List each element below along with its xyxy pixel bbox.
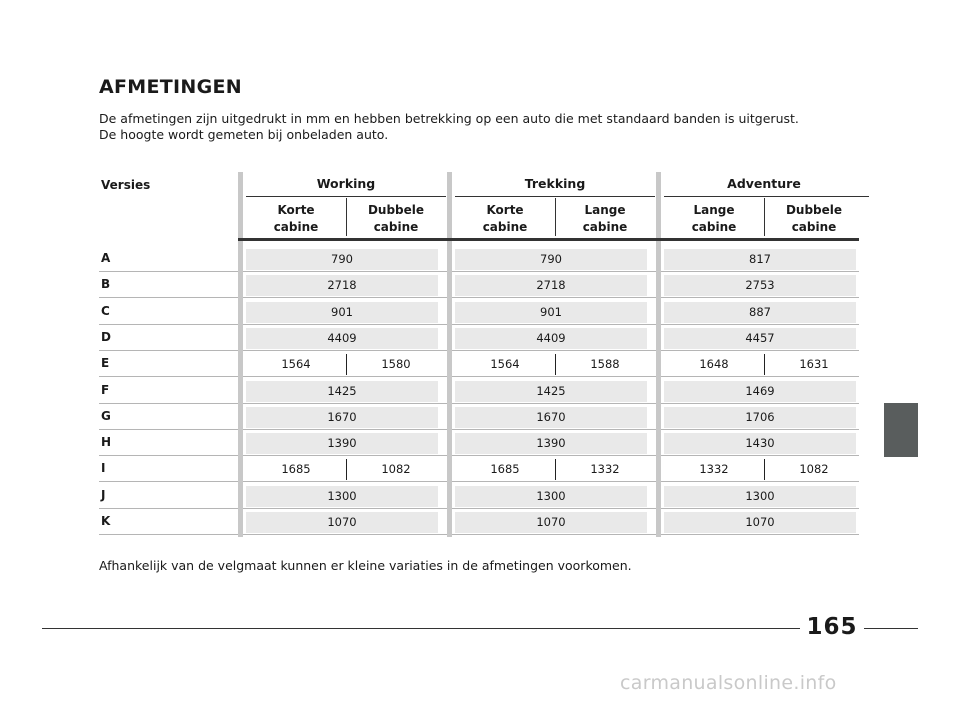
value-cell: 901 [455,302,647,323]
cell-divider [346,354,347,375]
value-cell: 2718 [246,275,438,296]
value-cell: 1685 [490,462,520,477]
value-cell: 1685 [281,462,311,477]
cab-header [455,202,555,236]
group-header-adventure: Adventure [727,176,801,191]
column-divider-bar [238,172,243,537]
value-cell: 1670 [246,407,438,428]
value-cell: 901 [246,302,438,323]
cab-header-line: cabine [373,220,419,234]
row-label-f: F [101,382,110,397]
cab-header-divider [764,198,765,236]
cab-header [664,202,764,236]
value-cell: 1070 [246,512,438,533]
value-cell: 1070 [664,512,856,533]
cell-divider [346,459,347,480]
cab-header-line: Lange [584,203,626,217]
value-cell: 790 [246,249,438,270]
value-cell-split [455,459,655,480]
intro-line-1: De afmetingen zijn uitgedrukt in mm en hebben betrekking op een auto die met standaard banden is uitgerust. [99,111,799,126]
cab-header [764,202,864,236]
value-cell-split [246,459,446,480]
value-cell: 1706 [664,407,856,428]
intro-text [99,111,859,143]
cell-divider [764,354,765,375]
column-divider-bar [447,172,452,537]
row-separator [99,429,859,430]
value-cell: 4409 [246,328,438,349]
watermark: carmanualsonline.info [620,672,837,694]
value-cell: 1648 [699,357,729,372]
cell-divider [764,459,765,480]
cab-header-divider [555,198,556,236]
group-header-working: Working [316,176,376,191]
cell-divider [555,459,556,480]
cab-header-line: Korte [277,203,315,217]
row-separator [99,508,859,509]
row-separator [99,324,859,325]
row-separator [99,350,859,351]
value-cell: 887 [664,302,856,323]
row-label-a: A [101,251,111,265]
row-label-i: I [101,461,106,476]
cab-header-line: Lange [693,203,735,217]
value-cell: 1425 [455,381,647,402]
value-cell: 1580 [381,357,411,372]
value-cell: 790 [455,249,647,270]
group-header-rule [664,196,869,197]
value-cell: 1588 [590,357,620,372]
row-separator [99,271,859,272]
side-tab [884,403,918,457]
value-cell: 1332 [699,462,729,477]
value-cell: 4457 [664,328,856,349]
group-header-rule [246,196,446,197]
versions-label: Versies [101,178,151,192]
value-cell: 1390 [455,433,647,454]
row-label-c: C [101,303,110,318]
value-cell: 1390 [246,433,438,454]
row-label-j: J [101,487,106,502]
value-cell: 1082 [381,462,411,477]
cab-header-line: cabine [482,220,528,234]
cab-header-line: cabine [582,220,628,234]
cab-header-divider [346,198,347,236]
cab-header [246,202,346,236]
value-cell-split [664,459,864,480]
row-label-k: K [101,514,111,528]
page-rule-right [864,628,918,629]
cab-header-line: cabine [273,220,319,234]
intro-line-2: De hoogte wordt gemeten bij onbeladen auto. [99,127,389,142]
cab-header-line: Dubbele [785,203,843,217]
cab-header-line: cabine [691,220,737,234]
group-header-rule [455,196,655,197]
cab-header-line: Dubbele [367,203,425,217]
value-cell: 2753 [664,275,856,296]
row-separator [99,455,859,456]
cab-header-line: Korte [486,203,524,217]
page-number: 165 [806,614,858,640]
row-separator [99,481,859,482]
page-title: AFMETINGEN [99,76,242,98]
value-cell: 1300 [455,486,647,507]
value-cell: 1430 [664,433,856,454]
value-cell: 2718 [455,275,647,296]
value-cell: 1564 [281,357,311,372]
value-cell: 1082 [799,462,829,477]
row-label-g: G [101,408,111,423]
group-header-trekking: Trekking [524,176,586,191]
value-cell: 1425 [246,381,438,402]
row-label-h: H [101,435,112,450]
cab-header [346,202,446,236]
cab-header-line: cabine [791,220,837,234]
row-label-b: B [101,277,111,292]
value-cell: 1300 [664,486,856,507]
table-header-rule [238,238,859,241]
column-divider-bar [656,172,661,537]
value-cell: 817 [664,249,856,270]
value-cell: 1670 [455,407,647,428]
value-cell-split [455,354,655,375]
cab-header [555,202,655,236]
value-cell: 4409 [455,328,647,349]
row-separator [99,534,859,535]
value-cell-split [246,354,446,375]
value-cell: 1564 [490,357,520,372]
value-cell: 1300 [246,486,438,507]
value-cell: 1631 [799,357,829,372]
row-label-e: E [101,356,110,371]
row-separator [99,403,859,404]
row-separator [99,376,859,377]
page-rule-left [42,628,800,629]
value-cell: 1469 [664,381,856,402]
dimensions-table [99,172,859,542]
value-cell-split [664,354,864,375]
value-cell: 1332 [590,462,620,477]
row-separator [99,297,859,298]
value-cell: 1070 [455,512,647,533]
footnote: Afhankelijk van de velgmaat kunnen er kleine variaties in de afmetingen voorkomen. [99,558,632,573]
cell-divider [555,354,556,375]
row-label-d: D [101,329,111,344]
